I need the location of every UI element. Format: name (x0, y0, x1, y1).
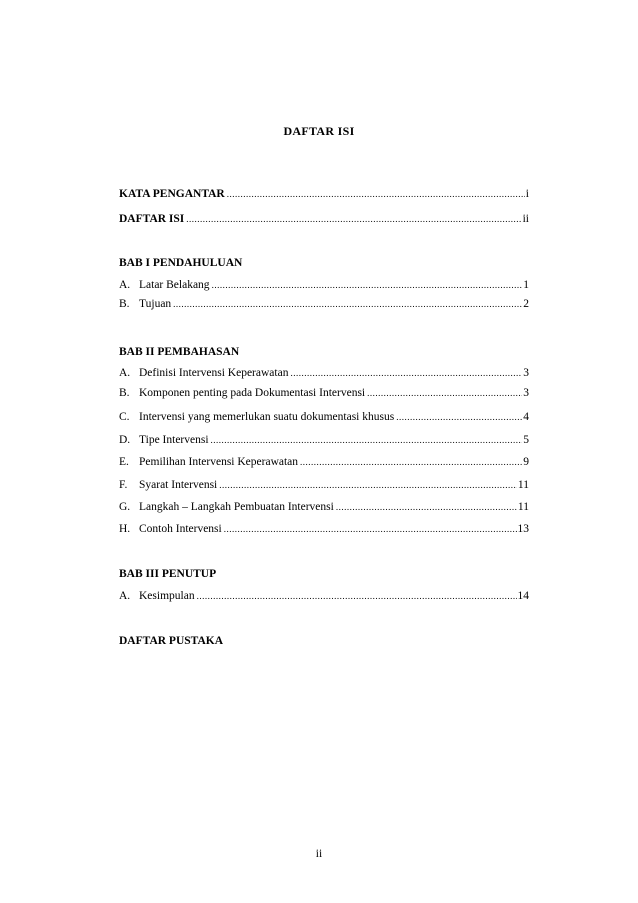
toc-entry[interactable] (119, 478, 529, 492)
toc-entry-label: Intervensi yang memerlukan suatu dokumentasi khusus (139, 411, 395, 423)
toc-entry[interactable] (119, 278, 529, 292)
toc-entry-page: 9 (523, 456, 529, 468)
toc-entry-prefix: A. (119, 367, 131, 379)
toc-entry[interactable] (119, 589, 529, 603)
toc-entry[interactable] (119, 522, 529, 536)
dot-leader (227, 187, 525, 201)
toc-entry-prefix: A. (119, 279, 131, 291)
dot-leader (396, 410, 522, 424)
dot-leader (290, 366, 522, 380)
toc-entry-page: 14 (517, 590, 529, 602)
dot-leader (367, 386, 522, 400)
toc-entry-label: KATA PENGANTAR (119, 188, 225, 200)
toc-entry-label: Komponen penting pada Dokumentasi Intervensi (139, 387, 366, 399)
toc-entry-label: Kesimpulan (139, 590, 195, 602)
toc-entry-label: DAFTAR ISI (119, 213, 185, 225)
toc-entry[interactable] (119, 366, 529, 380)
toc-entry-prefix: C. (119, 411, 130, 423)
chapter-heading-bab-iii: BAB III PENUTUP (119, 568, 217, 580)
dot-leader (224, 522, 517, 536)
dot-leader (219, 478, 517, 492)
toc-entry-prefix: E. (119, 456, 129, 468)
toc-entry-page: ii (522, 213, 529, 225)
dot-leader (197, 589, 517, 603)
toc-entry-prefix: G. (119, 501, 131, 513)
toc-entry[interactable] (119, 410, 529, 424)
toc-entry-prefix: A. (119, 590, 131, 602)
toc-entry-page: 3 (523, 387, 529, 399)
toc-entry-page: 11 (517, 479, 529, 491)
toc-entry-label: Tujuan (139, 298, 172, 310)
dot-leader (173, 297, 522, 311)
toc-entry-label: Tipe Intervensi (139, 434, 209, 446)
toc-entry-page: i (525, 188, 529, 200)
toc-entry[interactable] (119, 455, 529, 469)
toc-entry-label: Syarat Intervensi (139, 479, 218, 491)
toc-entry-label: Langkah – Langkah Pembuatan Intervensi (139, 501, 334, 513)
page-title: DAFTAR ISI (283, 124, 355, 138)
toc-entry-prefix: H. (119, 523, 131, 535)
dot-leader (211, 433, 523, 447)
toc-entry-page: 13 (517, 523, 529, 535)
toc-entry[interactable] (119, 386, 529, 400)
toc-entry-prefix: B. (119, 298, 130, 310)
toc-entry-daftar-isi[interactable] (119, 212, 529, 226)
chapter-heading-bab-ii: BAB II PEMBAHASAN (119, 346, 240, 358)
toc-entry-page: 1 (523, 279, 529, 291)
toc-entry[interactable] (119, 433, 529, 447)
dot-leader (336, 500, 517, 514)
toc-entry-label: Definisi Intervensi Keperawatan (139, 367, 289, 379)
toc-entry-prefix: D. (119, 434, 131, 446)
toc-entry-prefix: B. (119, 387, 130, 399)
chapter-heading-bab-i: BAB I PENDAHULUAN (119, 257, 243, 269)
toc-entry-page: 5 (523, 434, 529, 446)
toc-entry-kata-pengantar[interactable] (119, 187, 529, 201)
dot-leader (300, 455, 522, 469)
toc-entry-daftar-pustaka[interactable]: DAFTAR PUSTAKA (119, 635, 224, 647)
toc-entry[interactable] (119, 297, 529, 311)
toc-entry-prefix: F. (119, 479, 128, 491)
toc-entry-label: Pemilihan Intervensi Keperawatan (139, 456, 299, 468)
toc-entry-label: Contoh Intervensi (139, 523, 222, 535)
toc-entry[interactable] (119, 500, 529, 514)
toc-entry-page: 3 (523, 367, 529, 379)
toc-entry-label: Latar Belakang (139, 279, 210, 291)
dot-leader (186, 212, 521, 226)
toc-entry-page: 4 (523, 411, 529, 423)
toc-entry-page: 2 (523, 298, 529, 310)
toc-entry-page: 11 (517, 501, 529, 513)
page-number: ii (315, 848, 323, 860)
dot-leader (212, 278, 523, 292)
